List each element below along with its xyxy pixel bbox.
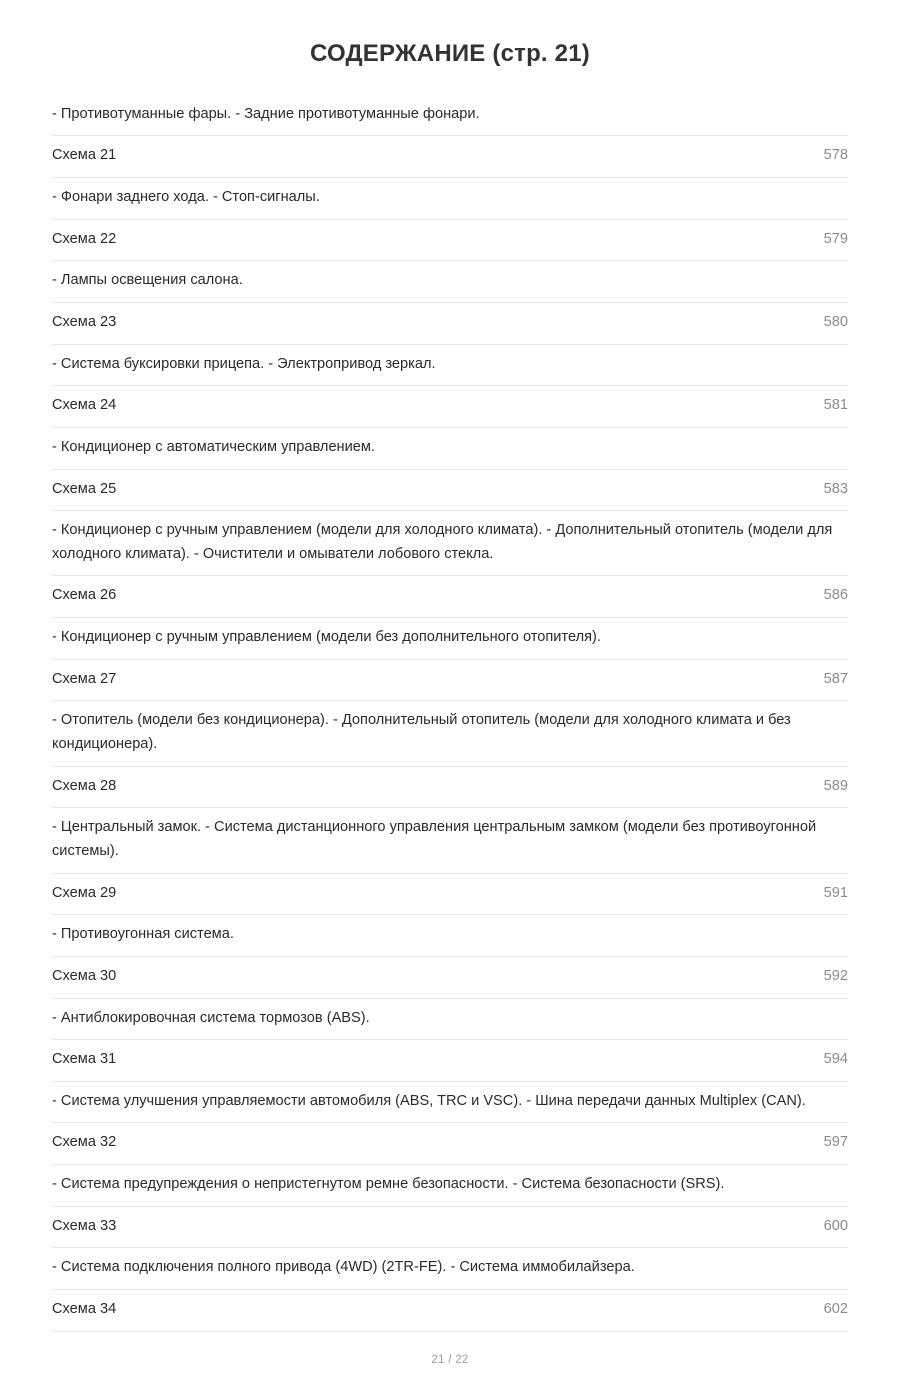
table-row bbox=[52, 618, 848, 660]
table-row bbox=[52, 178, 848, 220]
table-row[interactable] bbox=[52, 1290, 848, 1332]
table-row[interactable] bbox=[52, 303, 848, 345]
table-row[interactable] bbox=[52, 1207, 848, 1249]
toc-entry-description: - Фонари заднего хода. - Стоп-сигналы. bbox=[52, 189, 320, 206]
table-row[interactable] bbox=[52, 136, 848, 178]
toc-entry-label: Схема 32 bbox=[52, 1134, 117, 1151]
toc-entry-page-number: 602 bbox=[823, 1301, 848, 1318]
toc-entry-label: Схема 24 bbox=[52, 397, 117, 414]
toc-entry-description: - Кондиционер с ручным управлением (модели без дополнительного отопителя). bbox=[52, 629, 601, 646]
table-row bbox=[52, 1165, 848, 1207]
toc-entry-description: - Система буксировки прицепа. - Электропривод зеркал. bbox=[52, 355, 436, 372]
table-row bbox=[52, 808, 848, 873]
table-row[interactable] bbox=[52, 470, 848, 512]
toc-entry-label: Схема 25 bbox=[52, 480, 117, 497]
table-row bbox=[52, 915, 848, 957]
toc-entry-label: Схема 27 bbox=[52, 670, 117, 687]
toc-entry-description: - Система улучшения управляемости автомобиля (ABS, TRC и VSC). - Шина передачи данных Multiplex (CAN). bbox=[52, 1092, 806, 1109]
page-title: СОДЕРЖАНИЕ (стр. 21) bbox=[310, 40, 590, 67]
table-row[interactable] bbox=[52, 1123, 848, 1165]
toc-entry-page-number: 594 bbox=[823, 1051, 848, 1068]
table-row[interactable] bbox=[52, 660, 848, 702]
toc-entry-description: - Лампы освещения салона. bbox=[52, 272, 243, 289]
table-row[interactable] bbox=[52, 957, 848, 999]
toc-entry-description: - Система предупреждения о непристегнутом ремне безопасности. - Система безопасности (SRS). bbox=[52, 1176, 725, 1193]
toc-entry-label: Схема 34 bbox=[52, 1301, 117, 1318]
table-row bbox=[52, 428, 848, 470]
toc-entry-page-number: 597 bbox=[823, 1134, 848, 1151]
table-row bbox=[52, 999, 848, 1041]
toc-entry-page-number: 592 bbox=[823, 967, 848, 984]
toc-entry-label: Схема 23 bbox=[52, 314, 117, 330]
toc-entry-description: - Отопитель (модели без кондиционера). - Дополнительный отопитель (модели для холодного климата и без кондиционера). bbox=[52, 712, 791, 753]
table-of-contents bbox=[52, 95, 848, 1332]
toc-entry-label: Схема 29 bbox=[52, 884, 117, 901]
toc-entry-description: - Кондиционер с ручным управлением (модели для холодного климата). - Дополнительный отопитель (модели для холодного климата). - Очистители и омыватели лобового стекла. bbox=[52, 522, 833, 562]
toc-entry-description: - Система подключения полного привода (4WD) (2TR-FE). - Система иммобилайзера. bbox=[52, 1259, 635, 1276]
table-row bbox=[52, 511, 848, 576]
table-row[interactable] bbox=[52, 576, 848, 618]
table-row[interactable] bbox=[52, 220, 848, 262]
toc-entry-page-number: 579 bbox=[823, 230, 848, 247]
toc-entry-label: Схема 31 bbox=[52, 1051, 117, 1068]
table-row[interactable] bbox=[52, 386, 848, 428]
toc-entry-label: Схема 26 bbox=[52, 587, 117, 604]
toc-entry-description: - Противотуманные фары. - Задние противотуманные фонари. bbox=[52, 105, 480, 122]
table-row[interactable] bbox=[52, 767, 848, 809]
toc-entry-page-number: 589 bbox=[823, 777, 848, 794]
page-footer: 21 / 22 bbox=[431, 1353, 469, 1366]
table-row bbox=[52, 345, 848, 387]
toc-entry-label: Схема 33 bbox=[52, 1217, 117, 1234]
toc-entry-label: Схема 22 bbox=[52, 230, 117, 247]
toc-entry-page-number: 586 bbox=[823, 587, 848, 604]
table-row bbox=[52, 1082, 848, 1124]
toc-entry-page-number: 600 bbox=[823, 1217, 848, 1234]
table-row bbox=[52, 261, 848, 303]
toc-entry-page-number: 587 bbox=[823, 670, 848, 687]
toc-entry-page-number: 591 bbox=[823, 884, 848, 901]
table-row bbox=[52, 1248, 848, 1290]
table-row[interactable] bbox=[52, 1040, 848, 1082]
table-row bbox=[52, 95, 848, 137]
toc-entry-description: - Кондиционер с автоматическим управлением. bbox=[52, 438, 375, 455]
toc-entry-description: - Центральный замок. - Система дистанционного управления центральным замком (модели без противоугонной системы). bbox=[52, 819, 817, 859]
toc-entry-label: Схема 28 bbox=[52, 777, 117, 794]
toc-entry-label: Схема 21 bbox=[52, 147, 117, 164]
toc-entry-page-number: 578 bbox=[823, 147, 848, 164]
toc-entry-description: - Противоугонная система. bbox=[52, 926, 234, 943]
toc-entry-label: Схема 30 bbox=[52, 967, 117, 984]
toc-entry-page-number: 581 bbox=[823, 397, 848, 414]
toc-entry-description: - Антиблокировочная система тормозов (ABS). bbox=[52, 1009, 370, 1026]
table-row[interactable] bbox=[52, 874, 848, 916]
table-row bbox=[52, 701, 848, 766]
toc-entry-page-number: 580 bbox=[823, 314, 848, 330]
toc-entry-page-number: 583 bbox=[823, 480, 848, 497]
